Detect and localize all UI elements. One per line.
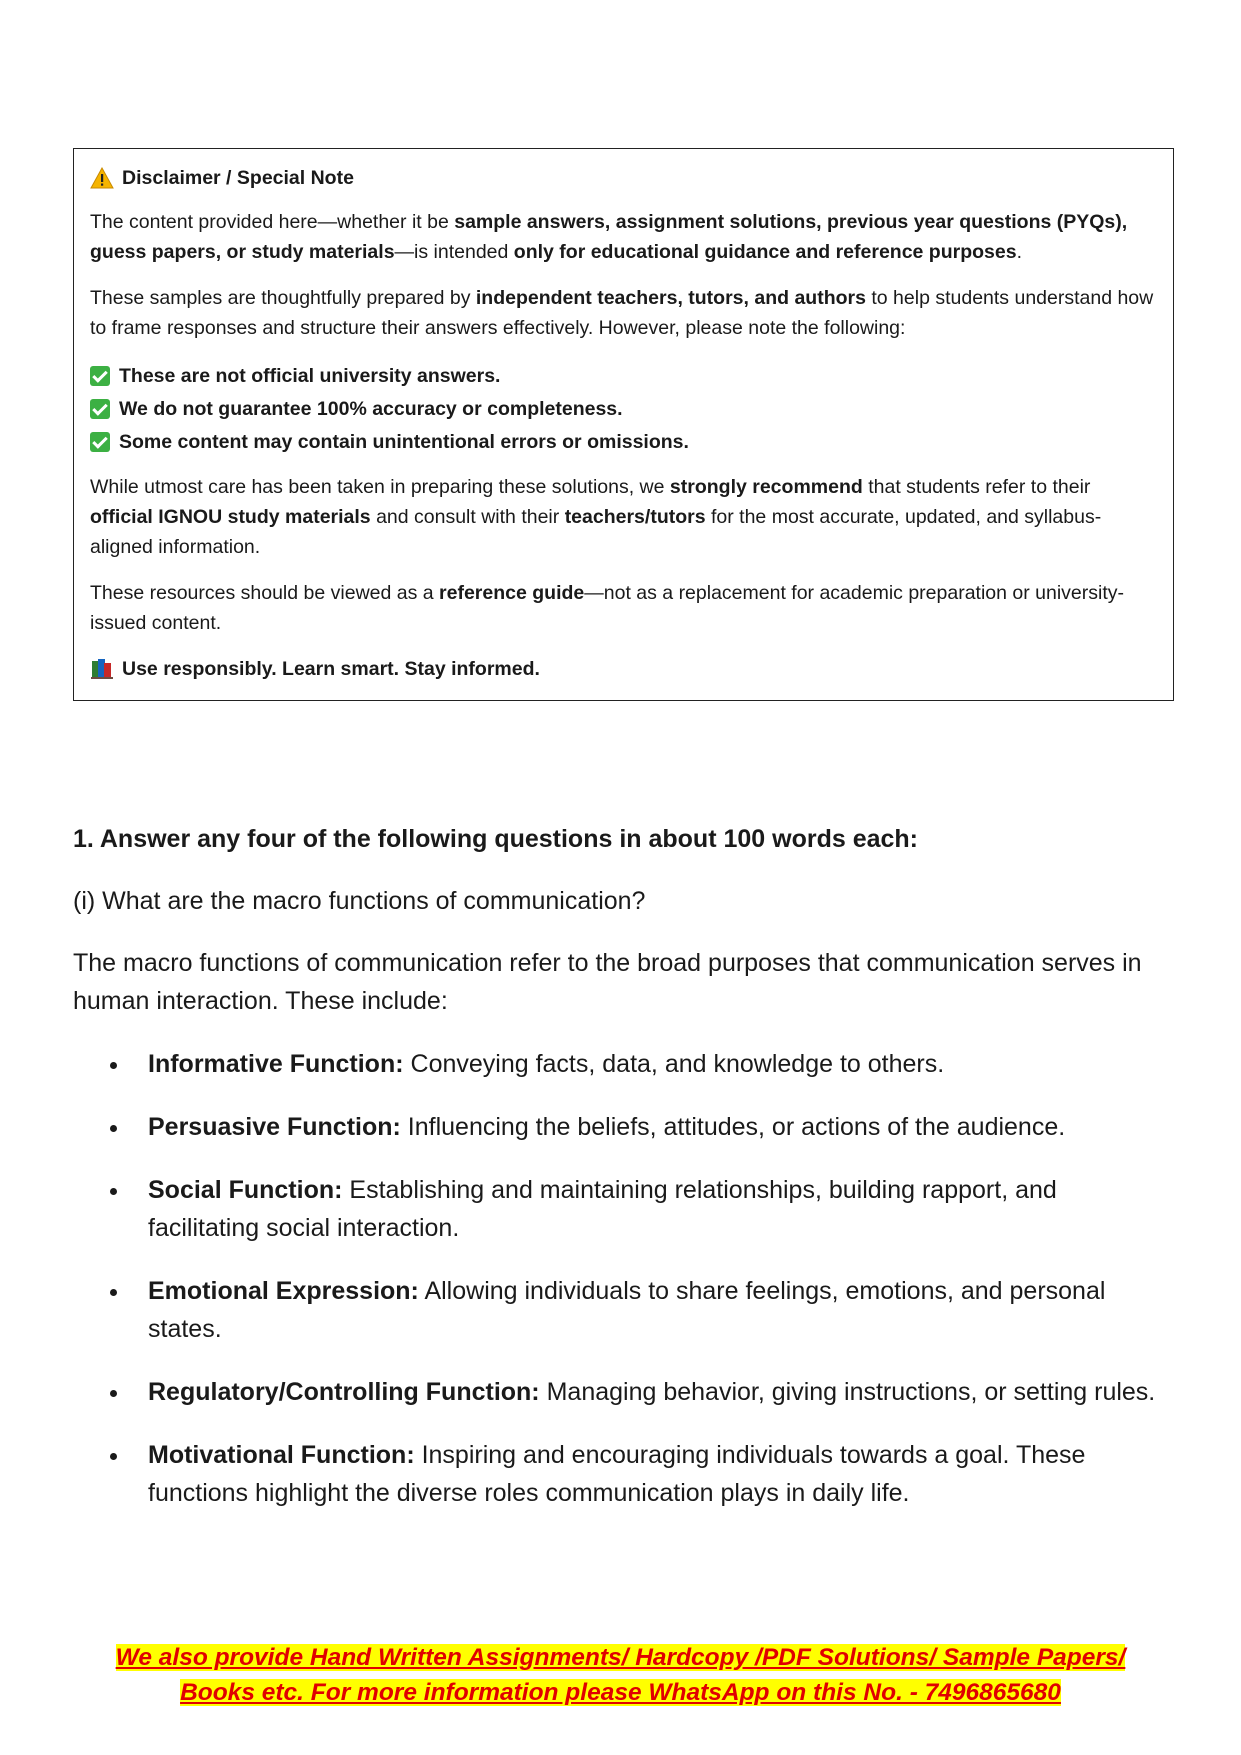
checkmark-icon — [90, 366, 110, 386]
disclaimer-title-row — [90, 163, 1157, 193]
bold-run: reference guide — [439, 582, 585, 604]
books-icon — [90, 658, 114, 680]
check-item-label: We do not guarantee 100% accuracy or completeness. — [119, 397, 623, 420]
disclaimer-paragraph-2 — [90, 283, 1157, 343]
bullet-icon — [110, 1390, 117, 1397]
check-item — [90, 392, 1157, 425]
list-item — [73, 1436, 1173, 1512]
disclaimer-title: Disclaimer / Special Note — [122, 167, 354, 189]
item-desc: Conveying facts, data, and knowledge to others. — [403, 1050, 945, 1078]
list-item — [73, 1171, 1173, 1247]
text-run: —not as a replacement for academic preparation or university-issued content. — [90, 582, 1125, 634]
function-list — [73, 1045, 1173, 1512]
bullet-icon — [110, 1289, 117, 1296]
check-list — [90, 359, 1157, 458]
item-term: Persuasive Function: — [148, 1113, 401, 1141]
bold-run: independent teachers, tutors, and authors — [475, 287, 866, 309]
disclaimer-paragraph-3 — [90, 472, 1157, 562]
closing-text: Use responsibly. Learn smart. Stay informed. — [122, 658, 540, 680]
item-term: Motivational Function: — [148, 1441, 415, 1469]
bold-run: official IGNOU study materials — [90, 506, 371, 528]
text-run: to help students understand how to frame responses and structure their answers effectively. However, please note the following: — [90, 287, 1154, 339]
list-item — [73, 1272, 1173, 1348]
item-term: Emotional Expression: — [148, 1277, 419, 1305]
closing-line — [90, 654, 1157, 684]
checkmark-icon — [90, 399, 110, 419]
main-content — [73, 820, 1173, 1537]
item-desc: Allowing individuals to share feelings, emotions, and personal states. — [148, 1277, 1106, 1343]
check-item — [90, 425, 1157, 458]
disclaimer-box — [73, 148, 1174, 701]
item-desc: Influencing the beliefs, attitudes, or actions of the audience. — [400, 1113, 1066, 1141]
disclaimer-paragraph-1 — [90, 207, 1157, 267]
item-term: Social Function: — [148, 1176, 343, 1204]
answer-intro: The macro functions of communication refer to the broad purposes that communication serves in human interaction. These include: — [73, 949, 1142, 1015]
warning-icon — [90, 167, 114, 189]
text-run: The content provided here—whether it be — [90, 211, 455, 233]
item-term: Informative Function: — [148, 1050, 404, 1078]
disclaimer-paragraph-4 — [90, 578, 1157, 638]
list-item — [73, 1045, 1173, 1083]
question-subpart: (i) What are the macro functions of communication? — [73, 887, 646, 915]
text-run: These resources should be viewed as a — [90, 582, 440, 604]
question-heading: 1. Answer any four of the following questions in about 100 words each: — [73, 825, 919, 853]
item-desc: Establishing and maintaining relationships, building rapport, and facilitating social interaction. — [148, 1176, 1057, 1242]
item-desc: Inspiring and encouraging individuals towards a goal. These functions highlight the diverse roles communication plays in daily life. — [148, 1441, 1086, 1507]
list-item — [73, 1108, 1173, 1146]
text-run: While utmost care has been taken in preparing these solutions, we — [90, 476, 670, 498]
check-item-label: These are not official university answers. — [119, 364, 501, 387]
text-run: and consult with their — [370, 506, 565, 528]
text-run: . — [1016, 241, 1023, 263]
bold-run: only for educational guidance and reference purposes — [513, 241, 1017, 263]
check-item-label: Some content may contain unintentional errors or omissions. — [119, 430, 689, 453]
item-desc: Managing behavior, giving instructions, or setting rules. — [539, 1378, 1156, 1406]
promo-banner — [0, 1640, 1241, 1710]
bold-run: teachers/tutors — [564, 506, 706, 528]
bullet-icon — [110, 1188, 117, 1195]
checkmark-icon — [90, 432, 110, 452]
check-item — [90, 359, 1157, 392]
promo-line-2: Books etc. For more information please WhatsApp on this No. - 7496865680 — [180, 1679, 1061, 1706]
promo-line-1: We also provide Hand Written Assignments/ Hardcopy /PDF Solutions/ Sample Papers/ — [115, 1644, 1126, 1671]
bold-run: sample answers, assignment solutions, previous year questions (PYQs), guess papers, or study materials — [90, 211, 1128, 263]
bullet-icon — [110, 1125, 117, 1132]
text-run: These samples are thoughtfully prepared by — [90, 287, 476, 309]
bullet-icon — [110, 1062, 117, 1069]
list-item — [73, 1373, 1173, 1411]
bold-run: strongly recommend — [669, 476, 863, 498]
text-run: —is intended — [394, 241, 514, 263]
text-run: for the most accurate, updated, and syllabus-aligned information. — [90, 506, 1102, 558]
item-term: Regulatory/Controlling Function: — [148, 1378, 540, 1406]
text-run: that students refer to their — [862, 476, 1091, 498]
bullet-icon — [110, 1453, 117, 1460]
